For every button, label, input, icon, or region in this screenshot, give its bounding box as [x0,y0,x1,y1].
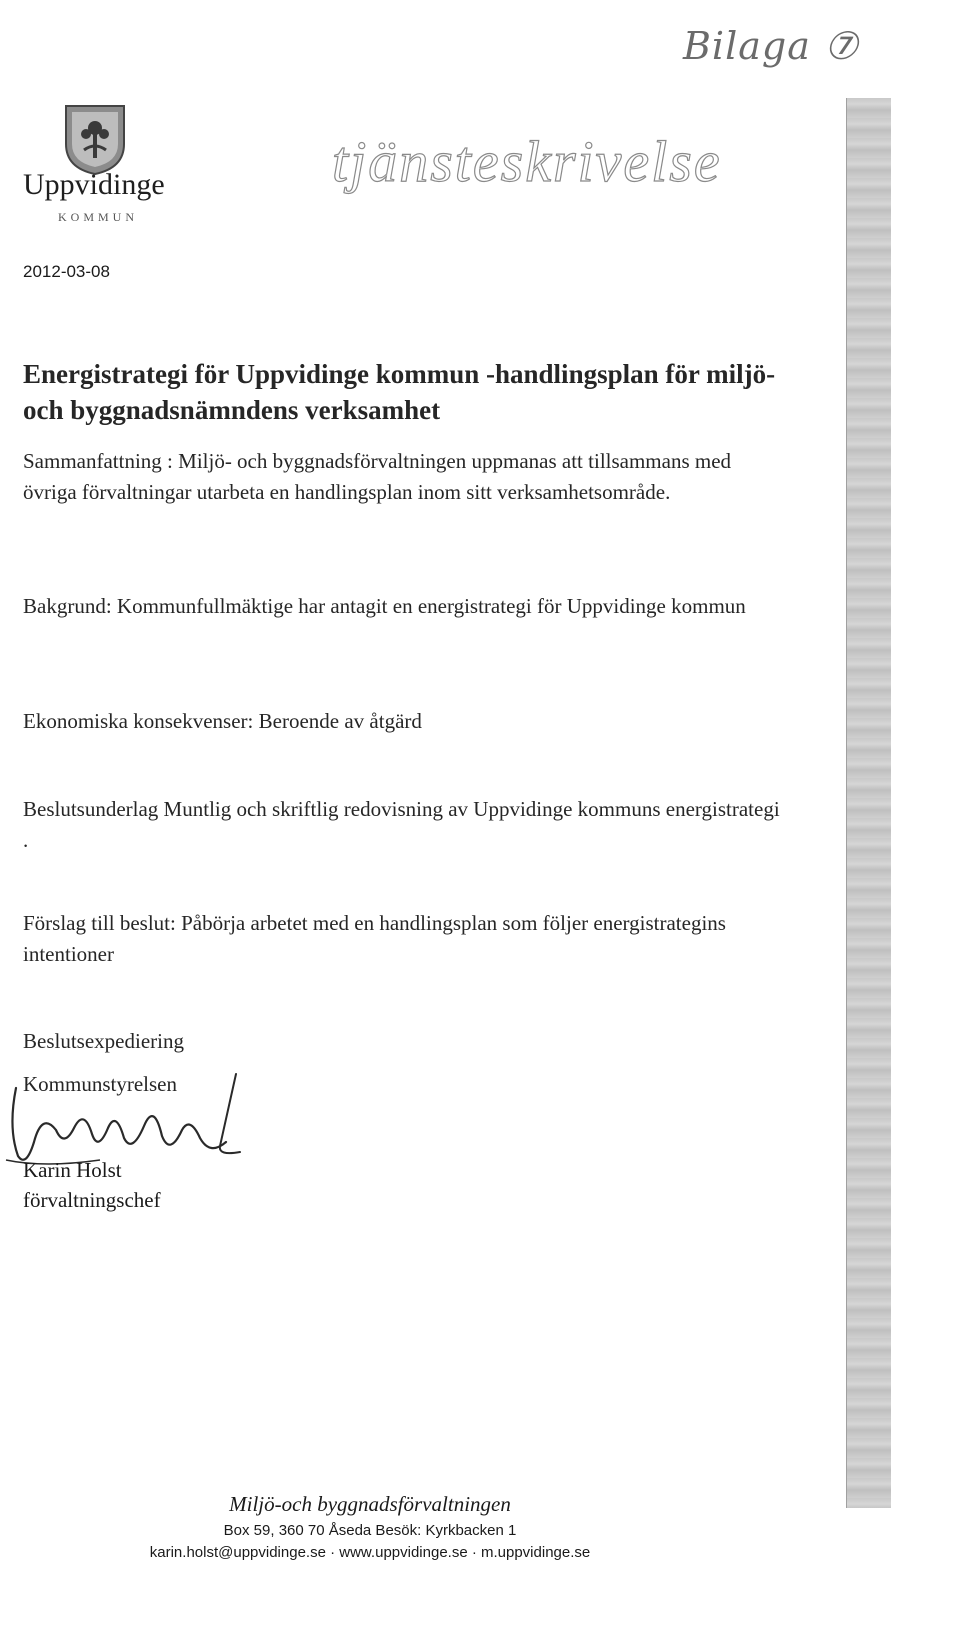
document-date: 2012-03-08 [23,262,110,281]
document-type-heading: tjänsteskrivelse [332,129,722,194]
decision-proposal-paragraph: Förslag till beslut: Påbörja arbetet med en handlingsplan som följer energistrategins intentioner [23,911,726,966]
background-paragraph: Bakgrund: Kommunfullmäktige har antagit en energistrategi för Uppvidinge kommun [23,594,746,618]
organization-subtitle: KOMMUN [58,210,139,224]
municipal-crest-icon [64,104,126,176]
footer-contacts: karin.holst@uppvidinge.se · www.uppvidinge.se · m.uppvidinge.se [149,1544,591,1561]
dispatch-heading: Beslutsexpediering [23,1029,184,1053]
footer-department: Miljö-och byggnadsförvaltningen [229,1492,511,1516]
footer-address: Box 59, 360 70 Åseda Besök: Kyrkbacken 1 [223,1522,517,1539]
signatory-name: Karin Holst [23,1158,122,1182]
handwritten-attachment-note: Bilaga ⑦ [683,24,860,68]
summary-paragraph: Sammanfattning : Miljö- och byggnadsförvaltningen uppmanas att tillsammans med övriga förvaltningar utarbeta en handlingsplan inom sitt verksamhetsområde. [23,449,732,504]
side-decoration-strip [846,98,891,1508]
organization-name: Uppvidinge [23,168,165,201]
decision-basis-paragraph: Beslutsunderlag Muntlig och skriftlig redovisning av Uppvidinge kommuns energistrategi . [23,797,780,852]
signatory-role: förvaltningschef [23,1188,161,1212]
economic-consequences-paragraph: Ekonomiska konsekvenser: Beroende av åtgärd [23,709,422,733]
dispatch-recipient: Kommunstyrelsen [23,1072,177,1096]
document-title: Energistrategi för Uppvidinge kommun -handlingsplan för miljö- och byggnadsnämndens verksamhet [23,359,776,425]
